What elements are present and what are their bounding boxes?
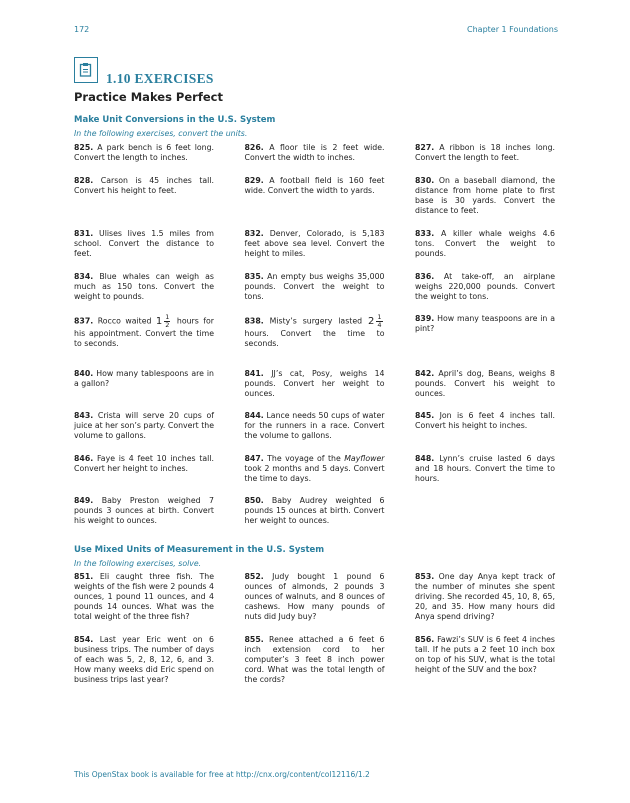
exercise-840: 840. How many tablespoons are in a gallon? bbox=[74, 369, 215, 388]
exercise-row bbox=[74, 572, 555, 622]
exercise-row bbox=[74, 272, 555, 302]
exercise-828: 828. Carson is 45 inches tall. Convert his height to feet. bbox=[74, 176, 214, 195]
exercise-row bbox=[74, 454, 555, 484]
exercise-row bbox=[74, 635, 555, 685]
exercise-row bbox=[74, 143, 555, 163]
exercise-851: 851. Eli caught three fish. The weights of the fish were 2 pounds 4 ounces, 1 pound 11 ounces, and 4 pounds 14 ounces. What was the total weight of the three fish? bbox=[74, 572, 214, 621]
page-number: 172 bbox=[74, 25, 90, 34]
part2-heading: Use Mixed Units of Measurement in the U.S. System bbox=[74, 545, 325, 555]
exercise-row bbox=[74, 229, 555, 259]
exercise-856: 856. Fawzi’s SUV is 6 feet 4 inches tall. If he puts a 2 feet 10 inch box on top of his SUV, what is the total height of the SUV and the box? bbox=[415, 635, 555, 674]
exercise-845: 845. Jon is 6 feet 4 inches tall. Convert his height to inches. bbox=[415, 411, 555, 430]
exercise-row bbox=[74, 314, 555, 349]
exercise-838: 838. Misty’s surgery lasted 2 $\frac{1}{4}$ hours. Convert the time to seconds. bbox=[244, 313, 385, 348]
exercise-837: 837. Rocco waited 1 $\frac{1}{2}$ hours for his appointment. Convert the time to seconds. bbox=[74, 313, 214, 348]
exercise-826: 826. A floor tile is 2 feet wide. Convert the width to inches. bbox=[244, 143, 385, 162]
exercise-row bbox=[74, 369, 555, 399]
part1-heading: Make Unit Conversions in the U.S. System bbox=[74, 115, 276, 125]
exercise-row bbox=[74, 496, 555, 526]
exercise-852: 852. Judy bought 1 pound 6 ounces of almonds, 2 pounds 3 ounces of walnuts, and 8 ounces of cashews. How many pounds of nuts did Judy buy? bbox=[244, 572, 385, 621]
exercise-839: 839. How many teaspoons are in a pint? bbox=[415, 314, 555, 333]
exercise-835: 835. An empty bus weighs 35,000 pounds. Convert the weight to tons. bbox=[244, 272, 385, 301]
mixed-number: 2 $\frac{1}{4}$ bbox=[367, 313, 382, 329]
exercises-clipboard-icon bbox=[74, 57, 98, 83]
exercise-842: 842. April’s dog, Beans, weighs 8 pounds. Convert his weight to ounces. bbox=[415, 369, 555, 398]
footer-attribution: This OpenStax book is available for free at http://cnx.org/content/col12116/1.2 bbox=[74, 770, 370, 779]
exercise-829: 829. A football field is 160 feet wide. Convert the width to yards. bbox=[244, 176, 385, 195]
section-subtitle: Practice Makes Perfect bbox=[74, 90, 223, 104]
exercise-830: 830. On a baseball diamond, the distance from home plate to first base is 30 yards. Convert the distance to feet. bbox=[415, 176, 556, 215]
exercise-843: 843. Crista will serve 20 cups of juice at her son’s party. Convert the volume to gallons. bbox=[74, 411, 214, 440]
exercise-833: 833. A killer whale weighs 4.6 tons. Convert the weight to pounds. bbox=[415, 229, 555, 258]
exercise-832: 832. Denver, Colorado, is 5,183 feet above sea level. Convert the height to miles. bbox=[244, 229, 385, 258]
part1-instruction: In the following exercises, convert the units. bbox=[74, 129, 248, 138]
mixed-number: 1 $\frac{1}{2}$ bbox=[155, 313, 170, 329]
exercise-849: 849. Baby Preston weighed 7 pounds 3 ounces at birth. Convert his weight to ounces. bbox=[74, 496, 215, 525]
exercise-846: 846. Faye is 4 feet 10 inches tall. Convert her height to inches. bbox=[74, 454, 214, 473]
exercise-853: 853. One day Anya kept track of the number of minutes she spent driving. She recorded 45, 10, 8, 65, 20, and 35. How many hours did Anya spend driving? bbox=[415, 572, 555, 621]
exercise-834: 834. Blue whales can weigh as much as 150 tons. Convert the weight to pounds. bbox=[74, 272, 214, 301]
exercise-841: 841. JJ’s cat, Posy, weighs 14 pounds. Convert her weight to ounces. bbox=[244, 369, 385, 398]
exercise-827: 827. A ribbon is 18 inches long. Convert the length to feet. bbox=[415, 143, 555, 162]
exercise-844: 844. Lance needs 50 cups of water for the runners in a race. Convert the volume to gallons. bbox=[244, 411, 385, 440]
exercise-848: 848. Lynn’s cruise lasted 6 days and 18 hours. Convert the time to hours. bbox=[415, 454, 555, 483]
exercise-831: 831. Ulises lives 1.5 miles from school. Convert the distance to feet. bbox=[74, 229, 214, 258]
exercise-825: 825. A park bench is 6 feet long. Convert the length to inches. bbox=[74, 143, 214, 162]
exercise-836: 836. At take-off, an airplane weighs 220,000 pounds. Convert the weight to tons. bbox=[415, 272, 555, 301]
chapter-title: Chapter 1 Foundations bbox=[467, 25, 558, 34]
exercise-850: 850. Baby Audrey weighted 6 pounds 15 ounces at birth. Convert her weight to ounces. bbox=[244, 496, 385, 525]
exercise-row bbox=[74, 176, 555, 216]
exercise-row bbox=[74, 411, 555, 441]
section-title: 1.10 EXERCISES bbox=[106, 71, 214, 86]
exercise-854: 854. Last year Eric went on 6 business trips. The number of days of each was 5, 2, 8, 12, 6, and 3. How many weeks did Eric spend on business trips last year? bbox=[74, 635, 214, 684]
exercise-847: 847. The voyage of the Mayflower took 2 months and 5 days. Convert the time to days. bbox=[244, 454, 385, 483]
exercise-855: 855. Renee attached a 6 feet 6 inch extension cord to her computer’s 3 feet 8 inch power cord. What was the total length of the cords? bbox=[244, 635, 385, 684]
part2-instruction: In the following exercises, solve. bbox=[74, 559, 202, 568]
